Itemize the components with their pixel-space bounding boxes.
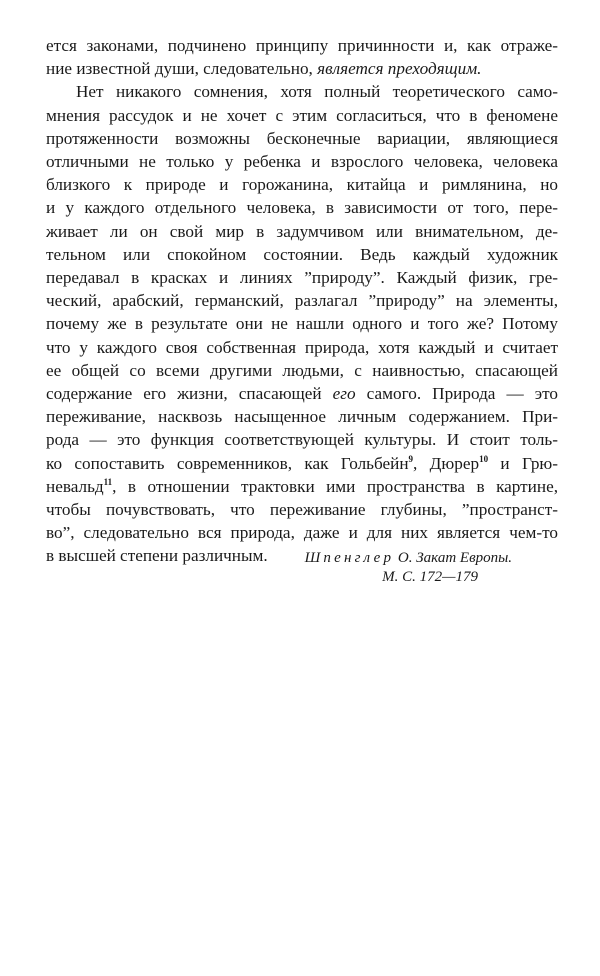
footnote-marker: 9 bbox=[408, 453, 414, 464]
text-line: чтобы почувствовать, что переживание глубины, ”пространст- bbox=[46, 500, 558, 520]
footnote-marker: 11 bbox=[103, 476, 113, 487]
text-line: ние известной души, следовательно, является преходящим. bbox=[46, 59, 482, 79]
footnote-marker: 10 bbox=[479, 453, 489, 464]
text-line: Нет никакого сомнения, хотя полный теоретического само- bbox=[76, 82, 558, 102]
text-line: протяженности возможны бесконечные вариации, являющиеся bbox=[46, 128, 558, 148]
text-line: содержание его жизни, спасающей его самого. Природа — это bbox=[46, 384, 558, 404]
text-line: близкого к природе и горожанина, китайца и римлянина, но bbox=[46, 175, 558, 195]
attribution-source: М. С. 172—179 bbox=[382, 569, 478, 585]
text-line: почему же в результате они не нашли одного и того же? Потому bbox=[46, 314, 558, 334]
italic-word: его bbox=[332, 384, 356, 404]
author-name: Шпенглер bbox=[304, 550, 395, 566]
text-line: ется законами, подчинено принципу причинности и, как отраже- bbox=[46, 36, 558, 55]
text-line: передавал в красках и линиях ”природу”. Каждый физик, гре- bbox=[46, 268, 558, 288]
attribution-citation: Шпенглер О. Закат Европы. bbox=[304, 550, 512, 566]
text-line: и у каждого отдельного человека, в зависимости от того, пере- bbox=[46, 198, 558, 218]
text-line: невальд$^{11}$, в отношении трактовки ими пространства в картине, bbox=[46, 476, 558, 496]
text-line: мнения рассудок и не хочет с этим согласиться, что в феномене bbox=[46, 105, 558, 125]
book-title: Закат Европы. bbox=[416, 550, 512, 566]
text-line: живает ли он свой мир в задумчивом или внимательном, де- bbox=[46, 221, 558, 241]
italic-phrase: является преходящим. bbox=[317, 59, 482, 79]
text-line: рода — это функция соответствующей культуры. И стоит толь- bbox=[46, 430, 558, 450]
text-line: тельном или спокойном состоянии. Ведь каждый художник bbox=[46, 244, 558, 264]
text-line: переживание, насквозь насыщенное личным содержанием. При- bbox=[46, 407, 558, 427]
text-line: в высшей степени различным. bbox=[46, 546, 268, 566]
text-line: ко сопоставить современников, как Гольбейн$^9$, Дюрер$^{10}$ и Грю- bbox=[46, 453, 558, 473]
text-line: ее общей со всеми другими людьми, с наивностью, спасающей bbox=[46, 360, 558, 380]
text-line: что у каждого своя собственная природа, хотя каждый и считает bbox=[46, 337, 558, 357]
text-line: ческий, арабский, германский, разлагал ”природу” на элементы, bbox=[46, 291, 558, 311]
page-text bbox=[46, 34, 558, 568]
text-line: во”, следовательно вся природа, даже и для них является чем-то bbox=[46, 523, 558, 543]
text-line: отличными не только у ребенка и взрослого человека, человека bbox=[46, 152, 558, 172]
